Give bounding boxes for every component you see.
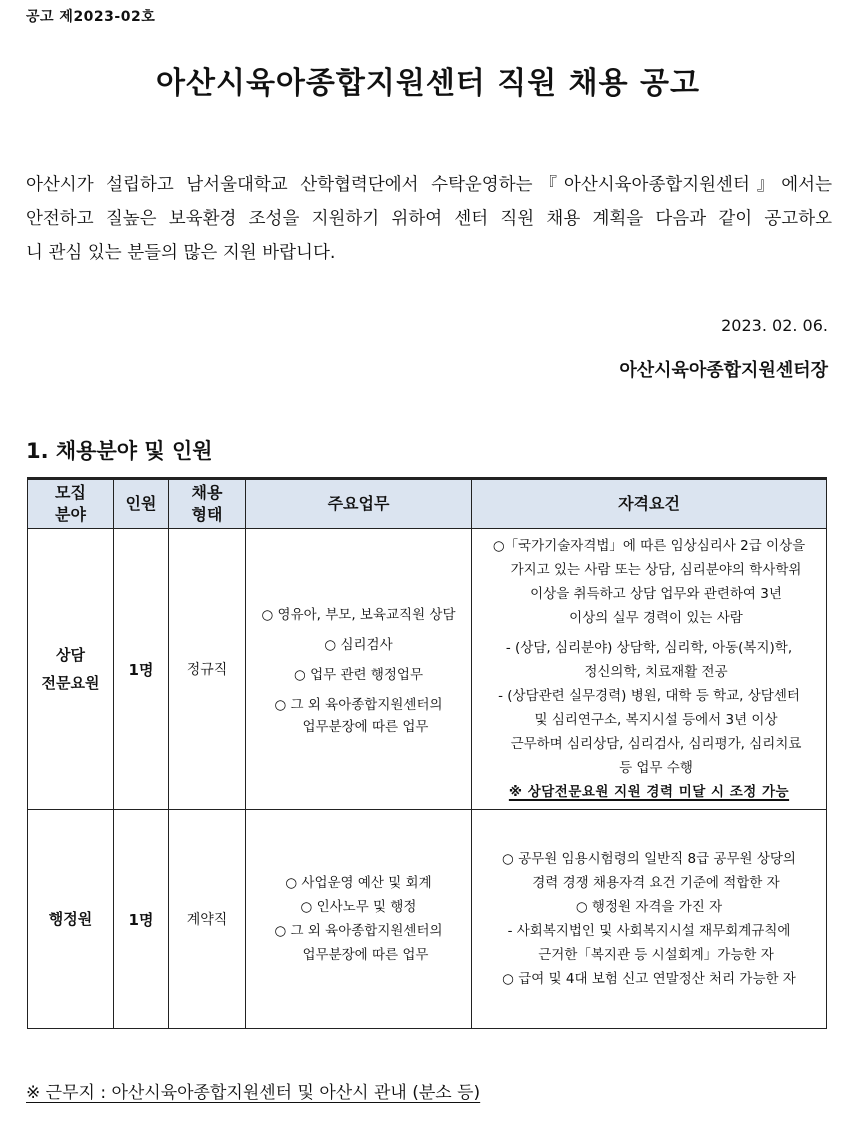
header-field (28, 479, 114, 529)
qual-line: 경력 경쟁 채용자격 요건 기준에 적합한 자 (532, 875, 780, 891)
cell-count: 1명 (114, 529, 169, 810)
header-field-line-2: 분야 (55, 505, 86, 524)
qual-line: ○「국가기술자격법」에 따른 임상심리사 2급 이상을 (492, 538, 806, 554)
cell-duties (246, 529, 472, 810)
header-type-line-1: 채용 (191, 483, 223, 502)
cell-count: 1명 (114, 810, 169, 1029)
duty-item: ○ 심리검사 (324, 637, 393, 653)
header-field-line-1: 모집 (55, 483, 86, 502)
signer: 아산시육아종합지원센터장 (619, 360, 828, 381)
workplace-note: ※ 근무지 : 아산시육아종합지원센터 및 아산시 관내 (분소 등) (26, 1083, 481, 1103)
duty-item (246, 919, 471, 967)
cell-type: 정규직 (169, 529, 246, 810)
header-duties: 주요업무 (246, 479, 472, 529)
duty-item (246, 690, 471, 738)
table-header-row (28, 479, 827, 529)
cell-field (28, 529, 114, 810)
qual-line: - (상담, 심리분야) 상담학, 심리학, 아동(복지)학, (505, 640, 793, 656)
intro-line-1: 아산시가 설립하고 남서울대학교 산학협력단에서 수탁운영하는『아산시육아종합지원센터』에서는 (26, 175, 832, 195)
field-line-1: 상담 (56, 646, 85, 664)
qual-line: 정신의학, 치료재활 전공 (584, 664, 728, 680)
intro-line-2: 안전하고 질높은 보육환경 조성을 지원하기 위하여 센터 직원 채용 계획을 다음과 같이 공고하오 (26, 209, 832, 229)
qual-line: 근거한「복지관 등 시설회계」가능한 자 (538, 947, 774, 963)
qual-line: 근무하며 심리상담, 심리검사, 심리평가, 심리치료 (510, 736, 802, 752)
duty-item-line: 업무분장에 따른 업무 (302, 947, 429, 963)
duty-item-line: 업무분장에 따른 업무 (302, 719, 429, 735)
announcement-date: 2023. 02. 06. (721, 316, 828, 335)
field-line-2: 전문요원 (41, 674, 100, 692)
table-row (28, 529, 827, 810)
qual-line: - 사회복지법인 및 사회복지시설 재무회계규칙에 (507, 923, 791, 939)
duty-item: ○ 업무 관련 행정업무 (294, 667, 423, 683)
qual-note: ※ 상담전문요원 지원 경력 미달 시 조정 가능 (508, 784, 790, 800)
intro-paragraph (26, 168, 832, 270)
qual-line: 이상의 실무 경력이 있는 사람 (569, 610, 743, 626)
qual-line: - (상담관련 실무경력) 병원, 대학 등 학교, 상담센터 (498, 688, 800, 704)
duty-item-line: ○ 그 외 육아종합지원센터의 (274, 923, 443, 939)
cell-field: 행정원 (28, 810, 114, 1029)
cell-type: 계약직 (169, 810, 246, 1029)
recruitment-table (27, 477, 827, 1029)
qual-line: ○ 공무원 임용시험령의 일반직 8급 공무원 상당의 (502, 851, 796, 867)
duty-item: ○ 영유아, 부모, 보육교직원 상담 (261, 607, 456, 623)
header-type-line-2: 형태 (191, 505, 223, 524)
duty-item: ○ 사업운영 예산 및 회계 (285, 875, 432, 891)
header-quals: 자격요건 (472, 479, 827, 529)
header-count: 인원 (114, 479, 169, 529)
intro-line-3: 니 관심 있는 분들의 많은 지원 바랍니다. (26, 243, 336, 263)
cell-quals (472, 529, 827, 810)
qual-line: 가지고 있는 사람 또는 상담, 심리분야의 학사학위 (510, 562, 802, 578)
qual-line: 및 심리연구소, 복지시설 등에서 3년 이상 (534, 712, 778, 728)
duty-item-line: ○ 그 외 육아종합지원센터의 (274, 697, 443, 713)
notice-number: 공고 제2023-02호 (26, 9, 156, 25)
qual-line: ○ 급여 및 4대 보험 신고 연말정산 처리 가능한 자 (502, 971, 796, 987)
section-title: 1. 채용분야 및 인원 (26, 439, 213, 463)
table-row (28, 810, 827, 1029)
cell-quals (472, 810, 827, 1029)
cell-duties (246, 810, 472, 1029)
qual-line: 등 업무 수행 (619, 760, 693, 776)
qual-line: 이상을 취득하고 상담 업무와 관련하여 3년 (530, 586, 782, 602)
duty-item: ○ 인사노무 및 행정 (300, 899, 417, 915)
qual-line: ○ 행정원 자격을 가진 자 (575, 899, 723, 915)
header-type (169, 479, 246, 529)
page-title: 아산시육아종합지원센터 직원 채용 공고 (156, 66, 700, 101)
